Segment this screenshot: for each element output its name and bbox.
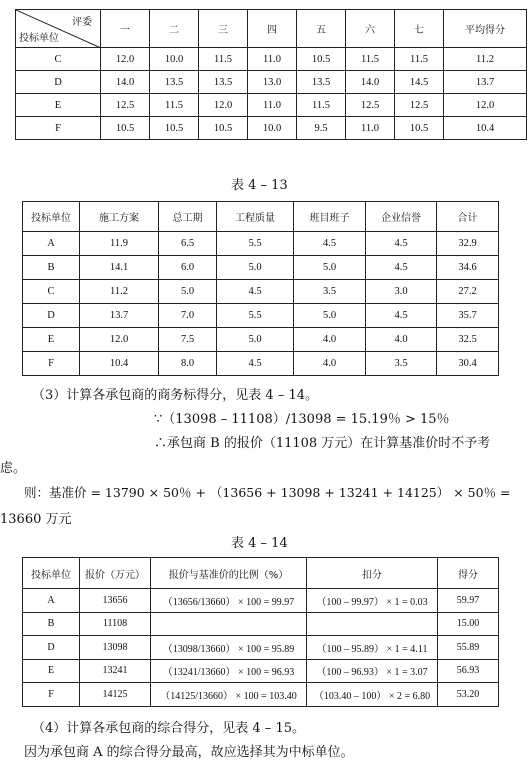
table-cell: 9.5: [297, 117, 346, 140]
table-row: [23, 280, 499, 304]
table-cell: 11.5: [150, 94, 199, 117]
table-cell: 4.5: [366, 232, 437, 256]
table-cell: 15.00: [438, 612, 499, 636]
table-cell: B: [23, 612, 80, 636]
table-row: [23, 612, 499, 636]
table-cell: 13.7: [80, 304, 159, 328]
table-cell: 5.0: [294, 256, 366, 280]
column-header: 五: [297, 10, 346, 48]
table-cell: （14125/13660） × 100 = 103.40: [151, 683, 307, 707]
table-cell: 10.0: [150, 48, 199, 71]
table-cell: E: [16, 94, 101, 117]
table-cell: 10.4: [80, 352, 159, 376]
table-cell: 5.0: [217, 328, 294, 352]
table-cell: 12.0: [101, 48, 150, 71]
table-row: [23, 659, 499, 683]
column-header: 二: [150, 10, 199, 48]
table-row: [16, 71, 527, 94]
formula-therefore-continued: 虑。: [0, 461, 27, 476]
column-header: 投标单位: [23, 202, 80, 232]
formula-base-price: 则：基准价 = 13790 × 50％ + （13656 + 13098 + 13241 + 14125） × 50％ =: [24, 485, 511, 500]
table-cell: 6.0: [159, 256, 217, 280]
column-header: 报价与基准价的比例（%）: [151, 558, 307, 589]
table-cell: F: [23, 352, 80, 376]
column-header: 得分: [438, 558, 499, 589]
table-cell: [307, 612, 438, 636]
table-cell: 53.20: [438, 683, 499, 707]
table-cell: 12.0: [199, 94, 248, 117]
table-cell: 14.1: [80, 256, 159, 280]
table-row: [23, 304, 499, 328]
column-header: 报价（万元）: [80, 558, 151, 589]
table-cell: （13241/13660） × 100 = 96.93: [151, 659, 307, 683]
column-header: 扣分: [307, 558, 438, 589]
table-cell: 11.2: [444, 48, 527, 71]
table-header-row: [16, 10, 527, 48]
table-cell: 10.5: [199, 117, 248, 140]
table-row: [23, 352, 499, 376]
table-cell: 5.0: [217, 256, 294, 280]
column-header: 一: [101, 10, 150, 48]
table-row: [16, 94, 527, 117]
table-caption: 表 4 – 13: [231, 178, 288, 193]
judge-score-table: [15, 9, 527, 140]
table-cell: 59.97: [438, 589, 499, 613]
table-cell: 8.0: [159, 352, 217, 376]
table-cell: 12.5: [395, 94, 444, 117]
table-cell: 4.0: [366, 328, 437, 352]
table-cell: [151, 612, 307, 636]
table-cell: 11.5: [297, 94, 346, 117]
table-cell: 3.5: [294, 280, 366, 304]
table-cell: 13098: [80, 636, 151, 660]
column-header: 施工方案: [80, 202, 159, 232]
corner-label-judges: 评委: [72, 17, 92, 28]
paragraph-step-4: （4）计算各承包商的综合得分，见表 4 – 15。: [32, 721, 305, 736]
table-cell: D: [16, 71, 101, 94]
table-cell: 56.93: [438, 659, 499, 683]
column-header: 总工期: [159, 202, 217, 232]
corner-label-bidder: 投标单位: [19, 33, 59, 44]
table-cell: F: [16, 117, 101, 140]
table-cell: 7.5: [159, 328, 217, 352]
diagonal-header-cell: [16, 10, 101, 48]
column-header: 四: [248, 10, 297, 48]
table-cell: 13.5: [297, 71, 346, 94]
table-cell: 32.9: [437, 232, 499, 256]
column-header: 六: [346, 10, 395, 48]
table-cell: 11.5: [395, 48, 444, 71]
table-cell: 55.89: [438, 636, 499, 660]
table-cell: 11.0: [346, 117, 395, 140]
table-cell: 11.5: [199, 48, 248, 71]
table-cell: 4.5: [366, 304, 437, 328]
table-cell: 10.5: [395, 117, 444, 140]
table-cell: （13656/13660） × 100 = 99.97: [151, 589, 307, 613]
table-cell: 14.0: [101, 71, 150, 94]
table-row: [23, 256, 499, 280]
table-cell: 13241: [80, 659, 151, 683]
table-cell: 10.4: [444, 117, 527, 140]
column-header: 合计: [437, 202, 499, 232]
table-cell: 5.5: [217, 232, 294, 256]
table-cell: 11.0: [248, 48, 297, 71]
column-header: 投标单位: [23, 558, 80, 589]
table-cell: 5.5: [217, 304, 294, 328]
table-caption: 表 4 – 14: [231, 536, 288, 551]
table-cell: 13.5: [199, 71, 248, 94]
table-cell: 10.0: [248, 117, 297, 140]
table-cell: （100 – 99.97） × 1 = 0.03: [307, 589, 438, 613]
table-cell: 4.5: [217, 352, 294, 376]
table-cell: 4.0: [294, 328, 366, 352]
table-header-row: [23, 202, 499, 232]
table-cell: 11.0: [248, 94, 297, 117]
table-cell: 13656: [80, 589, 151, 613]
table-cell: 13.7: [444, 71, 527, 94]
table-cell: 14.0: [346, 71, 395, 94]
table-cell: 14125: [80, 683, 151, 707]
table-cell: D: [23, 636, 80, 660]
table-cell: 4.0: [294, 352, 366, 376]
table-cell: C: [16, 48, 101, 71]
table-row: [23, 636, 499, 660]
table-cell: 35.7: [437, 304, 499, 328]
table-header-row: [23, 558, 499, 589]
table-cell: 12.0: [444, 94, 527, 117]
table-row: [23, 328, 499, 352]
table-cell: F: [23, 683, 80, 707]
column-header: 班目班子: [294, 202, 366, 232]
table-cell: 4.5: [217, 280, 294, 304]
table-cell: 11.2: [80, 280, 159, 304]
table-cell: 32.5: [437, 328, 499, 352]
table-row: [16, 48, 527, 71]
column-header: 企业信誉: [366, 202, 437, 232]
table-cell: A: [23, 232, 80, 256]
table-cell: 27.2: [437, 280, 499, 304]
table-cell: 14.5: [395, 71, 444, 94]
column-header: 平均得分: [444, 10, 527, 48]
table-cell: 7.0: [159, 304, 217, 328]
table-cell: E: [23, 659, 80, 683]
technical-score-table: [22, 201, 499, 376]
table-cell: 3.5: [366, 352, 437, 376]
paragraph-step-3: （3）计算各承包商的商务标得分，见表 4 – 14。: [32, 388, 318, 403]
table-row: [16, 117, 527, 140]
business-score-table: [22, 557, 499, 707]
column-header: 工程质量: [217, 202, 294, 232]
table-cell: 10.5: [150, 117, 199, 140]
formula-therefore: ∴承包商 B 的报价（11108 万元）在计算基准价时不予考: [154, 436, 491, 451]
table-cell: D: [23, 304, 80, 328]
table-row: [23, 232, 499, 256]
table-cell: 5.0: [294, 304, 366, 328]
paragraph-conclusion: 因为承包商 A 的综合得分最高，故应选择其为中标单位。: [24, 745, 354, 760]
table-cell: 34.6: [437, 256, 499, 280]
table-row: [23, 683, 499, 707]
column-header: 三: [199, 10, 248, 48]
table-cell: 12.5: [346, 94, 395, 117]
table-row: [23, 589, 499, 613]
table-cell: 12.0: [80, 328, 159, 352]
table-cell: （100 – 96.93） × 1 = 3.07: [307, 659, 438, 683]
table-cell: （103.40 – 100） × 2 = 6.80: [307, 683, 438, 707]
table-cell: 13.5: [150, 71, 199, 94]
table-cell: 5.0: [159, 280, 217, 304]
table-cell: 11108: [80, 612, 151, 636]
table-cell: 10.5: [297, 48, 346, 71]
table-cell: 30.4: [437, 352, 499, 376]
formula-base-price-continued: 13660 万元: [0, 512, 72, 527]
table-cell: A: [23, 589, 80, 613]
table-cell: （100 – 95.89） × 1 = 4.11: [307, 636, 438, 660]
table-cell: 11.5: [346, 48, 395, 71]
table-cell: C: [23, 280, 80, 304]
table-cell: （13098/13660） × 100 = 95.89: [151, 636, 307, 660]
table-cell: 4.5: [294, 232, 366, 256]
column-header: 七: [395, 10, 444, 48]
table-cell: 12.5: [101, 94, 150, 117]
table-cell: 11.9: [80, 232, 159, 256]
table-cell: B: [23, 256, 80, 280]
table-cell: 6.5: [159, 232, 217, 256]
formula-because: ∵（13098 – 11108）/13098 = 15.19％ > 15％: [154, 412, 450, 427]
table-cell: 13.0: [248, 71, 297, 94]
table-cell: 3.0: [366, 280, 437, 304]
table-cell: 4.5: [366, 256, 437, 280]
table-cell: E: [23, 328, 80, 352]
table-cell: 10.5: [101, 117, 150, 140]
